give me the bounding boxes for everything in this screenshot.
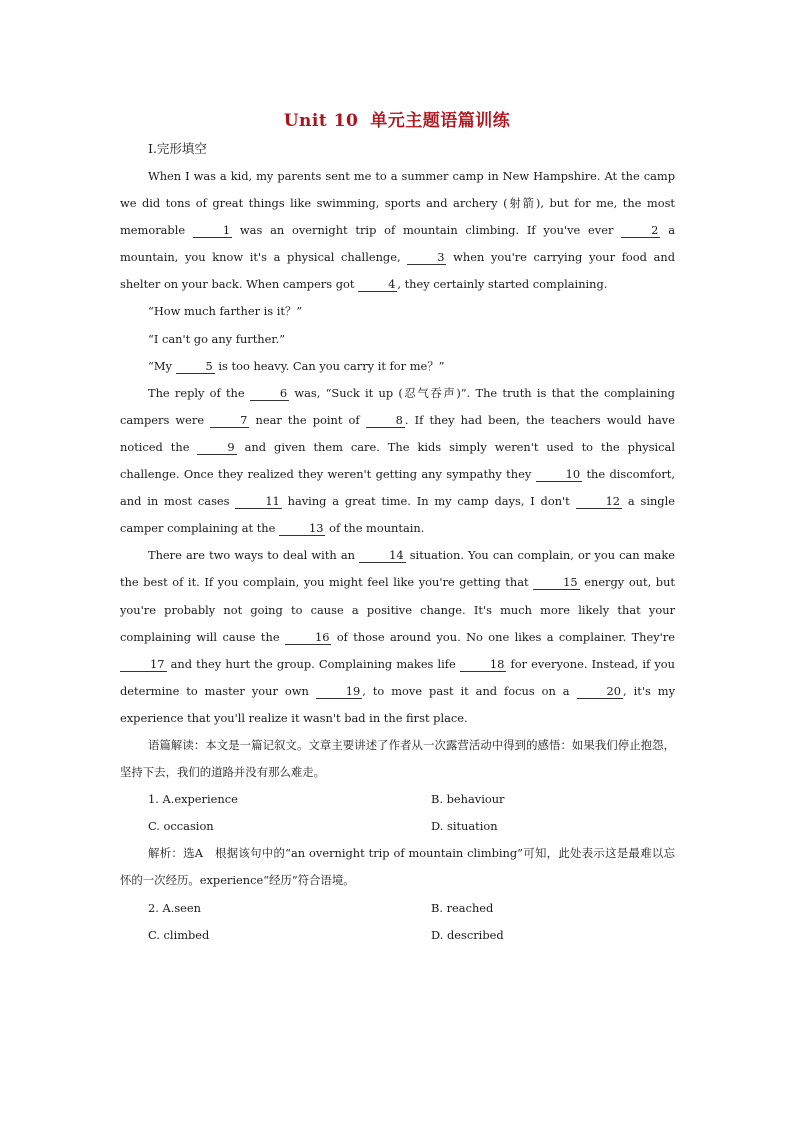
quote-1: “How much farther is it？” (148, 304, 303, 319)
blank-2[interactable]: 2 (621, 223, 660, 238)
q2-option-a[interactable]: 2. A.seen (148, 900, 201, 915)
blank-4[interactable]: 4 (358, 277, 397, 292)
blank-15[interactable]: 15 (533, 575, 580, 590)
page-title (0, 106, 794, 131)
blank-19[interactable]: 19 (316, 684, 363, 699)
paragraph-1: When I was a kid, my parents sent me to a summer camp in New Hampshire. At the camp we did tons of great things like swimming, sports and archery (射箭), but for me, the most memorable 1 was an overnight trip of mountain climbing. If you've ever 2 a mountain, you know it's a physical challenge, 3 when you're carrying your food and shelter on your back. When campers got 4 , they certainly started complaining. (120, 169, 675, 292)
blank-1[interactable]: 1 (193, 223, 232, 238)
blank-13[interactable]: 13 (279, 521, 326, 536)
blank-14[interactable]: 14 (359, 548, 406, 563)
quote-2: “I can't go any further.” (148, 331, 286, 346)
paragraph-2: The reply of the 6 was, “Suck it up (忍气吞声)”. The truth is that the complaining campers were 7 near the point of 8 . If they had been, the teachers would have noticed the 9 and given them care. The kids simply weren't used to the physical challenge. Once they realized they weren't getting any sympathy they 10 the discomfort, and in most cases 11 having a great time. In my camp days, I don't 12 a single camper complaining at the 13 of the mountain. (120, 385, 675, 536)
blank-16[interactable]: 16 (285, 630, 332, 645)
blank-5[interactable]: 5 (176, 359, 215, 374)
blank-3[interactable]: 3 (407, 250, 446, 265)
section-label: Ⅰ.完形填空 (148, 141, 207, 156)
question-2-row-1 (120, 895, 675, 922)
quote-3: “My 5 is too heavy. Can you carry it for me？” (148, 358, 445, 373)
question-1-analysis: 解析：选A 根据该句中的“an overnight trip of mountain climbing”可知，此处表示这是最难以忘怀的一次经历。experience“经历”符合语境。 (120, 846, 675, 888)
blank-7[interactable]: 7 (210, 413, 249, 428)
q2-option-b[interactable]: B. reached (431, 900, 494, 915)
unit-label: Unit 10 (283, 111, 359, 131)
passage-interpretation: 语篇解读：本文是一篇记叙文。文章主要讲述了作者从一次露营活动中得到的感悟：如果我们停止抱怨，坚持下去，我们的道路并没有那么难走。 (120, 737, 675, 780)
q2-option-c[interactable]: C. climbed (148, 927, 210, 942)
q1-option-a[interactable]: 1. A.experience (148, 792, 238, 807)
blank-6[interactable]: 6 (250, 386, 289, 401)
q1-option-d[interactable]: D. situation (431, 819, 498, 834)
q2-option-d[interactable]: D. described (431, 927, 504, 942)
blank-10[interactable]: 10 (536, 467, 583, 482)
unit-title-cn: 单元主题语篇训练 (370, 111, 511, 131)
q1-option-b[interactable]: B. behaviour (431, 792, 505, 807)
blank-18[interactable]: 18 (460, 657, 507, 672)
question-1-row-1 (120, 786, 675, 813)
q1-option-c[interactable]: C. occasion (148, 819, 214, 834)
passage-body (120, 163, 675, 949)
blank-8[interactable]: 8 (366, 413, 405, 428)
question-1-row-2 (120, 813, 675, 840)
blank-20[interactable]: 20 (577, 684, 624, 699)
blank-17[interactable]: 17 (120, 657, 167, 672)
paragraph-3: There are two ways to deal with an 14 situation. You can complain, or you can make the best of it. If you complain, you might feel like you're getting that 15 energy out, but you're probably not going to cause a positive change. It's much more likely that your complaining will cause the 16 of those around you. No one likes a complainer. They're 17 and they hurt the group. Complaining makes life 18 for everyone. Instead, if you determine to master your own 19 , to move past it and focus on a 20 , it's my experience that you'll realize it wasn't bad in the first place. (120, 548, 675, 725)
blank-9[interactable]: 9 (197, 440, 236, 455)
question-2-row-2 (120, 922, 675, 949)
blank-11[interactable]: 11 (235, 494, 282, 509)
blank-12[interactable]: 12 (576, 494, 623, 509)
